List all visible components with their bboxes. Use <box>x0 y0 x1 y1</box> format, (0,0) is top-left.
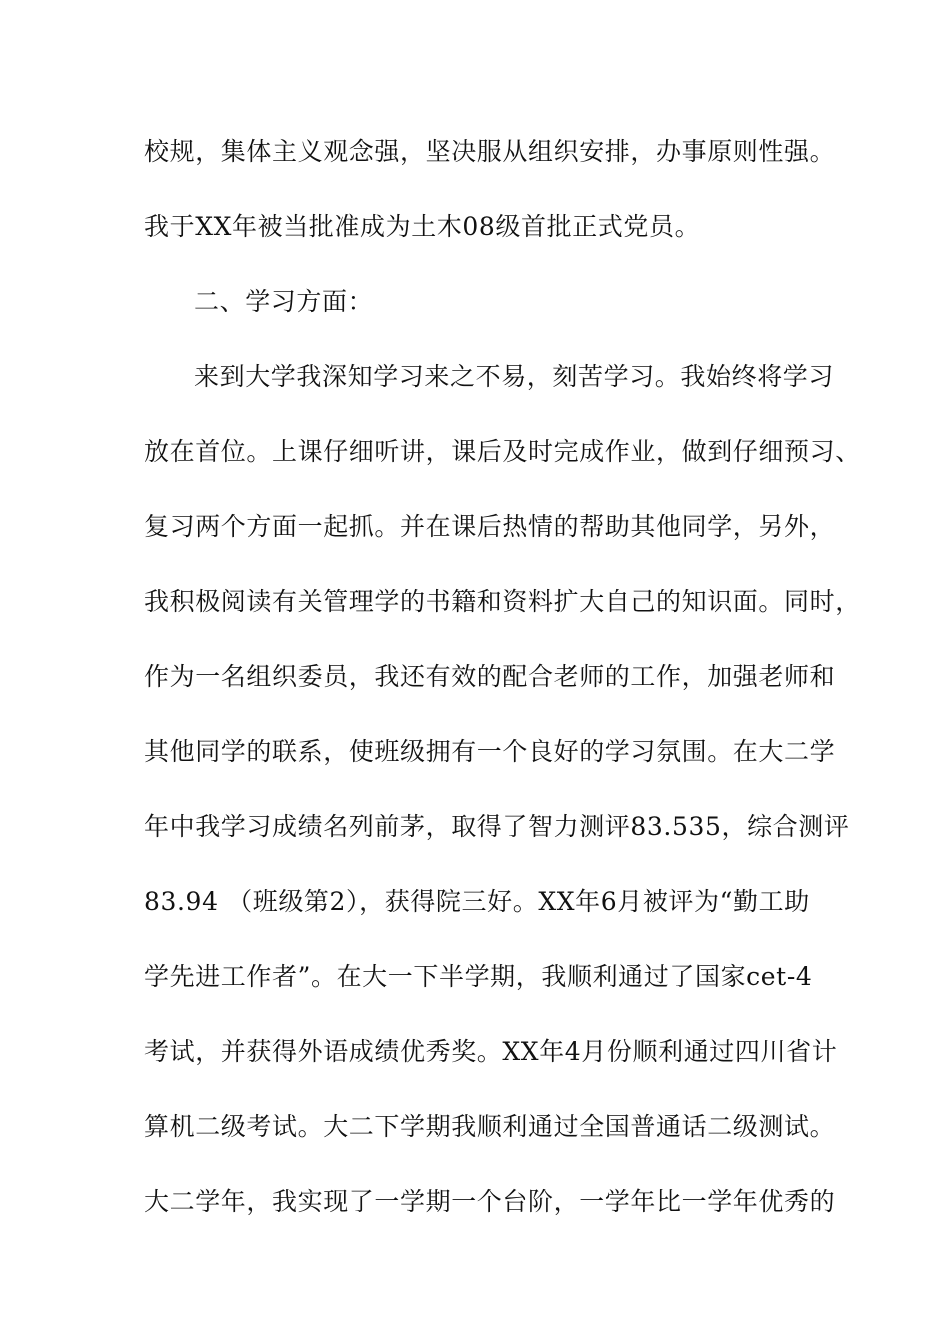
text-line: 算机二级考试。大二下学期我顺利通过全国普通话二级测试。 <box>144 1112 836 1141</box>
text-line: 年中我学习成绩名列前茅，取得了智力测评83.535，综合测评 <box>144 812 850 841</box>
text-line: 我于XX年被当批准成为土木08级首批正式党员。 <box>144 212 701 241</box>
text-line: 校规，集体主义观念强，坚决服从组织安排，办事原则性强。 <box>144 137 836 166</box>
text-line: 复习两个方面一起抓。并在课后热情的帮助其他同学，另外， <box>144 512 836 541</box>
text-line: 其他同学的联系，使班级拥有一个良好的学习氛围。在大二学 <box>144 737 836 766</box>
section-heading: 二、学习方面： <box>194 287 374 316</box>
text-line: 83.94 （班级第2），获得院三好。XX年6月被评为“勤工助 <box>144 887 810 916</box>
text-line: 作为一名组织委员，我还有效的配合老师的工作，加强老师和 <box>144 662 836 691</box>
text-line: 学先进工作者”。在大一下半学期，我顺利通过了国家cet-4 <box>144 962 813 991</box>
paragraph-first-line: 来到大学我深知学习来之不易，刻苦学习。我始终将学习 <box>194 362 835 391</box>
text-line: 大二学年，我实现了一学期一个台阶，一学年比一学年优秀的 <box>144 1187 836 1216</box>
text-line: 考试，并获得外语成绩优秀奖。XX年4月份顺利通过四川省计 <box>144 1037 838 1066</box>
text-line: 放在首位。上课仔细听讲，课后及时完成作业，做到仔细预习、 <box>144 437 861 466</box>
text-line: 我积极阅读有关管理学的书籍和资料扩大自己的知识面。同时， <box>144 587 861 616</box>
